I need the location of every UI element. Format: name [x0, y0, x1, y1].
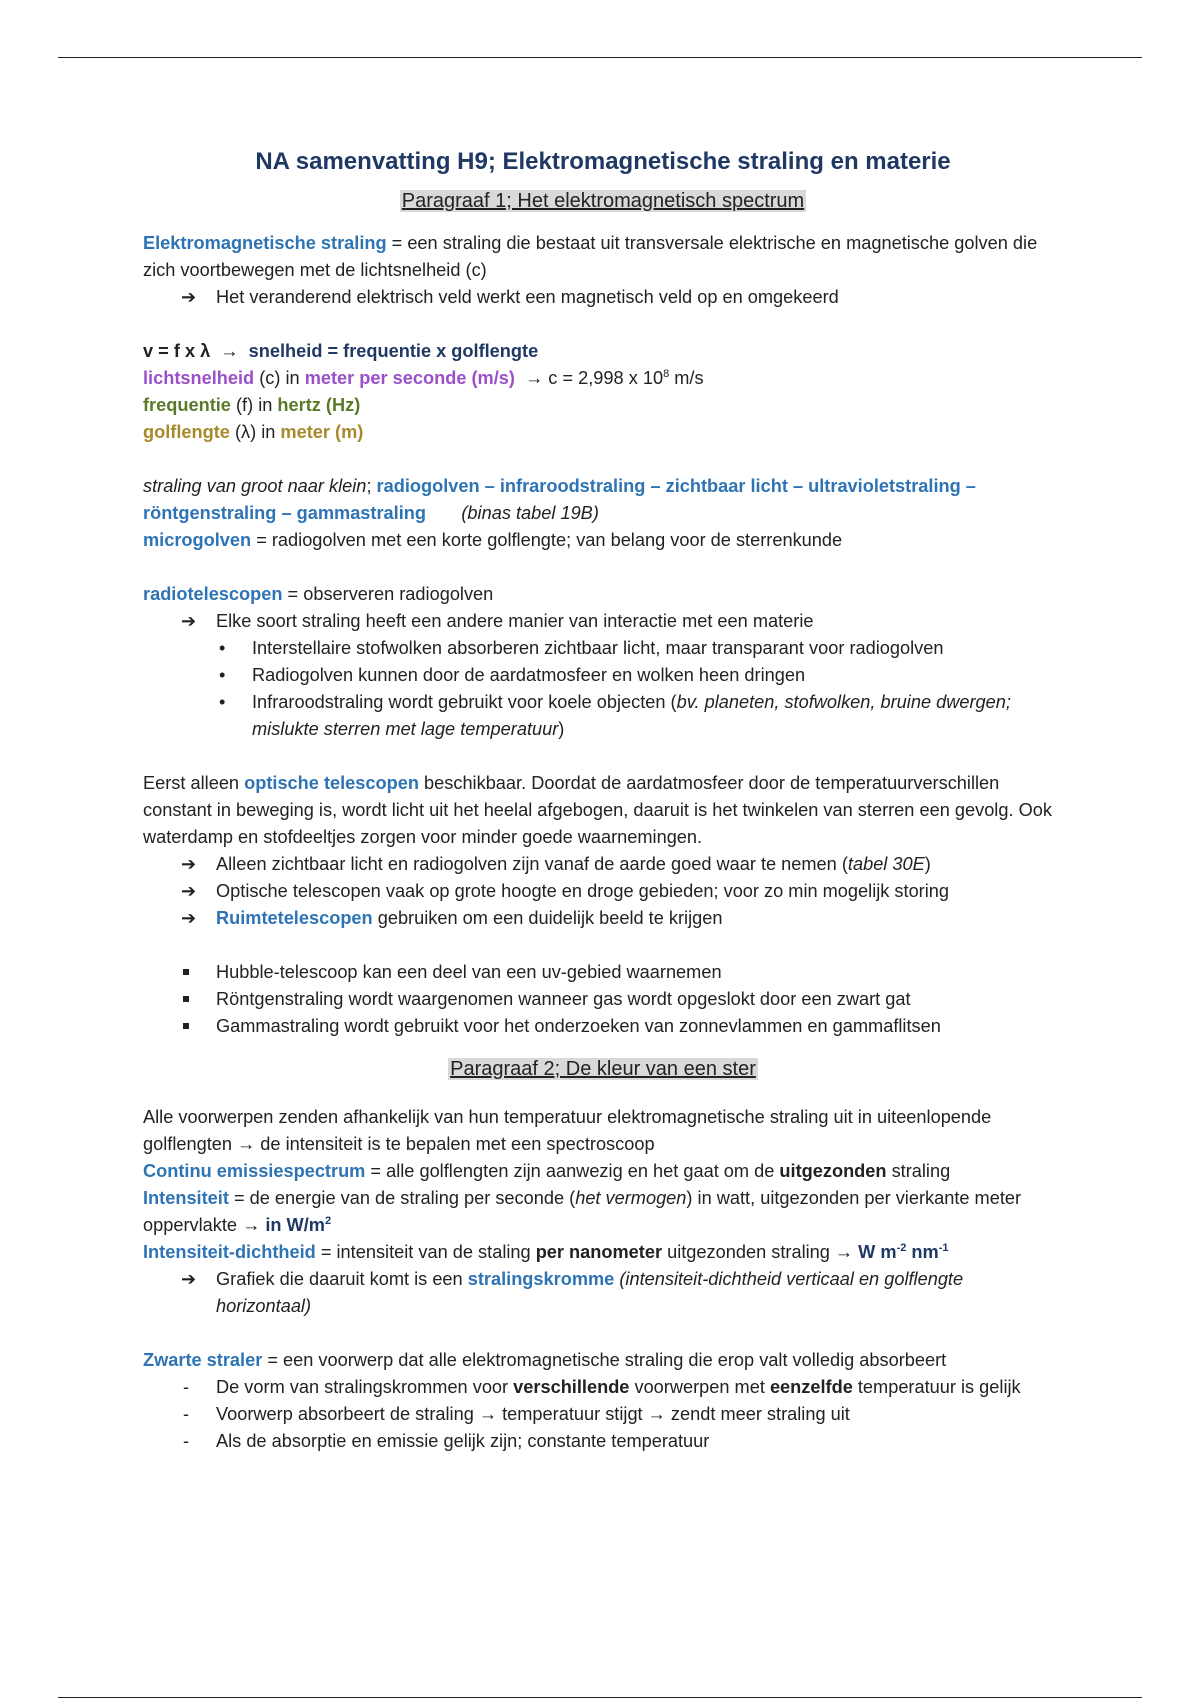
microgolven-line: microgolven = radiogolven met een korte golflengte; van belang voor de sterrenkunde: [143, 530, 843, 550]
zwarte-straler-line: Zwarte straler = een voorwerp dat alle elektromagnetische straling die erop valt volledig absorbeert: [143, 1350, 947, 1370]
arrow-icon: ➔: [181, 908, 197, 928]
interactie-arrow-item: ➔ Elke soort straling heeft een andere manier van interactie met een materie: [143, 608, 1063, 635]
em-definition: Elektromagnetische straling = een straling die bestaat uit transversale elektrische en magnetische golven die zich voortbewegen met de lichtsnelheid (c): [143, 233, 1038, 280]
section-2-heading: Paragraaf 2; De kleur van een ster: [450, 1058, 756, 1080]
optisch-arrow-item: ➔ Optische telescopen vaak op grote hoogte en droge gebieden; voor zo min mogelijk storing: [143, 878, 1063, 905]
top-rule: [58, 57, 1142, 58]
straling-order: straling van groot naar klein; radiogolven – infraroodstraling – zichtbaar licht – ultravioletstraling – röntgenstraling – gammastraling (binas tabel 19B): [143, 476, 976, 523]
square-bullet-icon: [183, 996, 189, 1002]
frequentie-line: frequentie (f) in hertz (Hz): [143, 395, 361, 415]
lichtsnelheid-line: lichtsnelheid (c) in meter per seconde (m/s) → c = 2,998 x $10^8$ m/s: [143, 367, 704, 388]
formula-line: v = f x λ → snelheid = frequentie x golflengte: [143, 341, 539, 361]
square-bullet-icon: [183, 969, 189, 975]
dash-icon: -: [183, 1377, 190, 1397]
radiotelescopen-line: radiotelescopen = observeren radiogolven: [143, 584, 494, 604]
dash-item: - De vorm van stralingskrommen voor verschillende voorwerpen met eenzelfde temperatuur is gelijk: [143, 1374, 1063, 1401]
kleur-intro: Alle voorwerpen zenden afhankelijk van hun temperatuur elektromagnetische straling uit in uiteenlopende golflengten → de intensiteit is te bepalen met een spectroscoop: [143, 1107, 992, 1154]
intensiteit-line: Intensiteit = de energie van de straling per seconde (het vermogen) in watt, uitgezonden per vierkante meter oppervlakte → in $W/m^2$: [143, 1188, 1022, 1235]
bullet-item: • Radiogolven kunnen door de aardatmosfeer en wolken heen dringen: [143, 662, 1063, 689]
bottom-rule: [58, 1697, 1142, 1698]
section-1-heading: Paragraaf 1; Het elektromagnetisch spectrum: [401, 190, 805, 212]
square-bullet-item: Gammastraling wordt gebruikt voor het onderzoeken van zonnevlammen en gammaflitsen: [143, 1013, 1063, 1040]
optisch-arrow-item: ➔ Alleen zichtbaar licht en radiogolven zijn vanaf de aarde goed waar te nemen (tabel 30E): [143, 851, 1063, 878]
bullet-icon: •: [219, 665, 226, 685]
bullet-icon: •: [219, 692, 226, 712]
bullet-item: • Interstellaire stofwolken absorberen zichtbaar licht, maar transparant voor radiogolven: [143, 635, 1063, 662]
arrow-icon: ➔: [181, 611, 197, 631]
continu-line: Continu emissiespectrum = alle golflengten zijn aanwezig en het gaat om de uitgezonden straling: [143, 1161, 951, 1181]
arrow-icon: ➔: [181, 881, 197, 901]
dash-icon: -: [183, 1431, 190, 1451]
bullet-item: • Infraroodstraling wordt gebruikt voor koele objecten (bv. planeten, stofwolken, bruine dwergen; mislukte sterren met lage temperatuur): [143, 689, 1063, 743]
arrow-icon: ➔: [181, 287, 197, 307]
square-bullet-item: Röntgenstraling wordt waargenomen wanneer gas wordt opgeslokt door een zwart gat: [143, 986, 1063, 1013]
square-bullet-icon: [183, 1023, 189, 1029]
arrow-icon: ➔: [181, 854, 197, 874]
arrow-icon: ➔: [181, 1269, 197, 1289]
dash-icon: -: [183, 1404, 190, 1424]
optisch-paragraph: Eerst alleen optische telescopen beschikbaar. Doordat de aardatmosfeer door de temperatuurverschillen constant in beweging is, wordt licht uit het heelal afgebogen, daaruit is het twinkelen van sterren een gevolg. Ook waterdamp en stofdeeltjes zorgen voor minder goede waarnemingen.: [143, 773, 1052, 847]
page-title: NA samenvatting H9; Elektromagnetische straling en materie: [255, 148, 951, 175]
dichtheid-line: Intensiteit-dichtheid = intensiteit van de staling per nanometer uitgezonden straling → W $m^{-2}$ $nm^{-1}$: [143, 1241, 949, 1262]
golflengte-line: golflengte (λ) in meter (m): [143, 422, 364, 442]
optisch-arrow-item: ➔ Ruimtetelescopen gebruiken om een duidelijk beeld te krijgen: [143, 905, 1063, 932]
bullet-icon: •: [219, 638, 226, 658]
em-arrow-item: ➔ Het veranderend elektrisch veld werkt een magnetisch veld op en omgekeerd: [143, 284, 1063, 311]
arrow-icon: →: [220, 341, 239, 361]
dash-item: - Voorwerp absorbeert de straling → temperatuur stijgt → zendt meer straling uit: [143, 1401, 1063, 1428]
document-page: [143, 138, 1063, 1455]
grafiek-arrow-item: ➔ Grafiek die daaruit komt is een stralingskromme (intensiteit-dichtheid verticaal en golflengte horizontaal): [143, 1266, 1063, 1320]
dash-item: - Als de absorptie en emissie gelijk zijn; constante temperatuur: [143, 1428, 1063, 1455]
square-bullet-item: Hubble-telescoop kan een deel van een uv-gebied waarnemen: [143, 959, 1063, 986]
